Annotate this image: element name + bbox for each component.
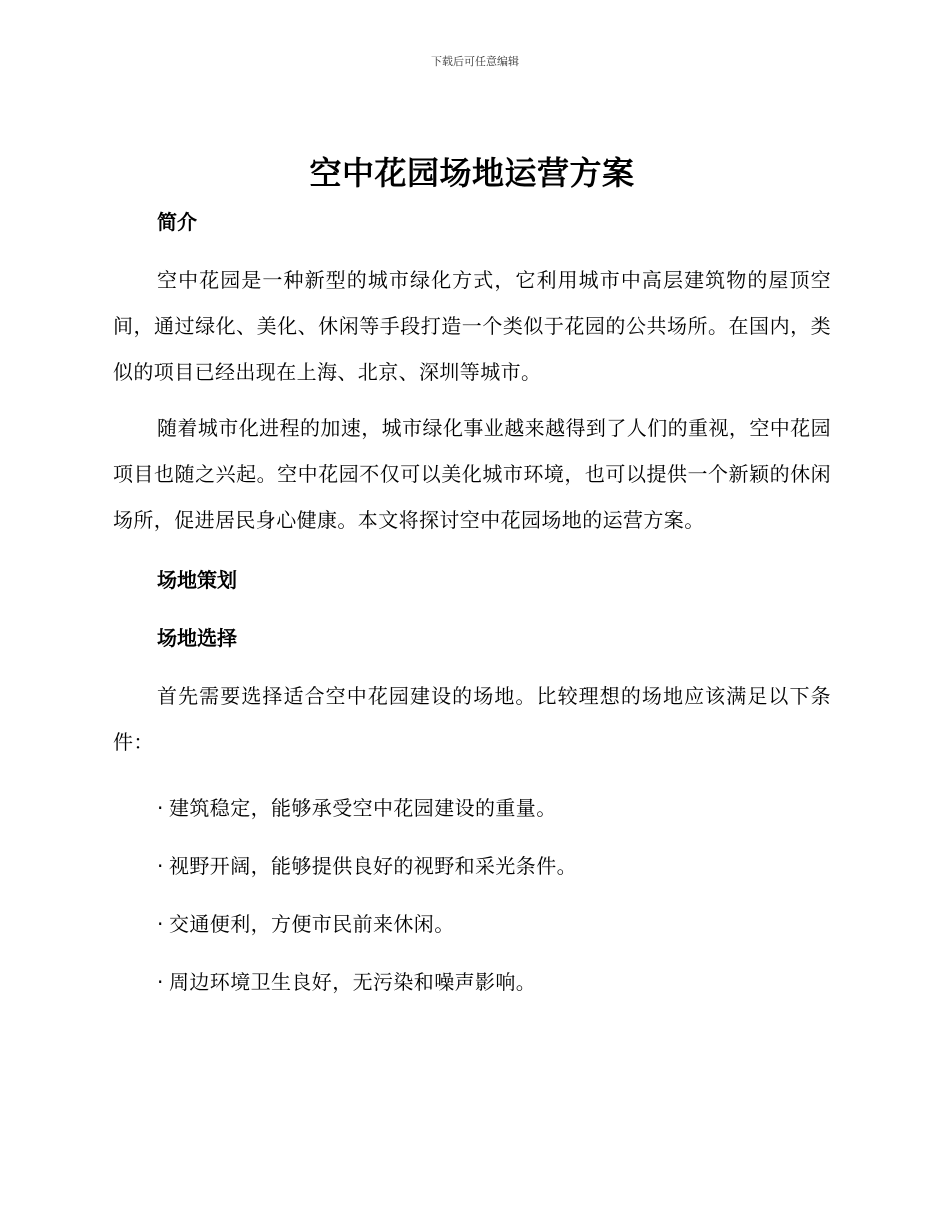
- list-item: [113, 909, 831, 939]
- section-heading-intro: 简介: [157, 210, 197, 234]
- list-item: [113, 851, 831, 881]
- list-item-text: 建筑稳定，能够承受空中花园建设的重量。: [169, 796, 557, 820]
- document-body: [113, 150, 831, 997]
- bullet-icon: ·: [157, 796, 164, 820]
- document-title: 空中花园场地运营方案: [309, 154, 635, 192]
- bullet-icon: ·: [157, 912, 164, 936]
- section-heading-planning: 场地策划: [157, 568, 237, 592]
- list-item-text: 交通便利，方便市民前来休闲。: [169, 912, 455, 936]
- list-item-text: 周边环境卫生良好，无污染和噪声影响。: [169, 970, 537, 994]
- section-heading-selection: 场地选择: [157, 626, 237, 650]
- paragraph-selection: 首先需要选择适合空中花园建设的场地。比较理想的场地应该满足以下条件：: [113, 684, 831, 754]
- list-item: [113, 967, 831, 997]
- bullet-icon: ·: [157, 970, 164, 994]
- header-note: 下载后可任意编辑: [431, 55, 519, 68]
- paragraph-intro-2: 随着城市化进程的加速，城市绿化事业越来越得到了人们的重视，空中花园项目也随之兴起。空中花园不仅可以美化城市环境，也可以提供一个新颖的休闲场所，促进居民身心健康。本文将探讨空中花园场地的运营方案。: [113, 416, 831, 532]
- paragraph-intro-1: 空中花园是一种新型的城市绿化方式，它利用城市中高层建筑物的屋顶空间，通过绿化、美化、休闲等手段打造一个类似于花园的公共场所。在国内，类似的项目已经出现在上海、北京、深圳等城市。: [113, 268, 831, 384]
- bullet-icon: ·: [157, 854, 164, 878]
- list-item-text: 视野开阔，能够提供良好的视野和采光条件。: [169, 854, 577, 878]
- list-item: [113, 793, 831, 823]
